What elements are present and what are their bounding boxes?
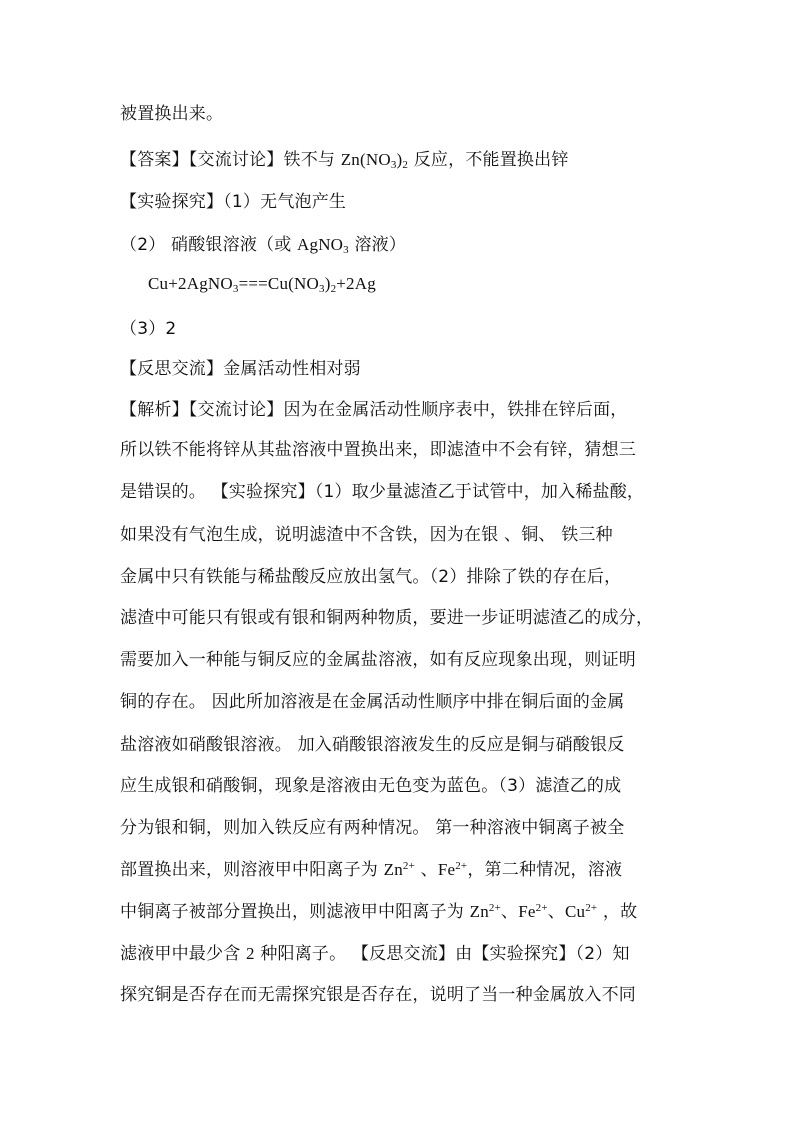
text-line: 铜的存在。 因此所加溶液是在金属活动性顺序中排在铜后面的金属	[120, 692, 625, 712]
ion-line	[120, 859, 690, 881]
text-run: 【答案】【交流讨论】铁不与	[120, 150, 341, 170]
text-line: 滤渣中可能只有银或有银和铜两种物质，要进一步证明滤渣乙的成分，	[120, 608, 654, 628]
text-line: 分为银和铜，则加入铁反应有两种情况。 第一种溶液中铜离子被全	[120, 818, 625, 838]
subscript: 3	[390, 159, 397, 171]
subscript: 3	[232, 283, 239, 295]
formula-run: +2Ag	[336, 274, 376, 293]
equation-line	[148, 273, 718, 295]
text-run: ，第二种情况，溶液	[467, 860, 623, 880]
text-line: 是错误的。 【实验探究】（1）取少量滤渣乙于试管中，加入稀盐酸，	[120, 482, 645, 502]
answer-line	[120, 149, 690, 171]
text-run: 中铜离子被部分置换出，则滤液甲中阳离子为	[120, 902, 470, 922]
subscript: 3	[318, 283, 325, 295]
text-line: 【解析】【交流讨论】因为在金属活动性顺序表中，铁排在锌后面，	[120, 400, 628, 420]
formula-run: ===Cu(NO	[238, 274, 319, 293]
superscript: 2+	[455, 860, 468, 872]
text-run: ，故	[597, 902, 638, 922]
formula-run: 2	[246, 944, 255, 963]
text-line	[120, 234, 690, 256]
subscript: 2	[330, 283, 337, 295]
text-run: 反应，不能置换出锌	[408, 150, 569, 170]
text-run: 部置换出来，则溶液甲中阳离子为	[120, 860, 384, 880]
superscript: 2+	[402, 860, 416, 872]
formula-run: Zn(NO	[340, 150, 391, 169]
formula-run: )	[396, 150, 403, 169]
formula-run: Fe	[437, 860, 456, 879]
formula-run: Cu+2AgNO	[148, 274, 233, 293]
text-line: 应生成银和硝酸铜，现象是溶液由无色变为蓝色。（3）滤渣乙的成	[120, 776, 622, 796]
superscript: 2+	[535, 902, 548, 914]
formula-run: )	[324, 274, 331, 293]
subscript: 2	[402, 159, 409, 171]
text-run: （2） 硝酸银溶液（或	[120, 235, 298, 255]
formula-run: Cu	[564, 902, 586, 921]
text-line: 盐溶液如硝酸银溶液。 加入硝酸银溶液发生的反应是铜与硝酸银反	[120, 735, 625, 755]
formula-run: AgNO	[297, 235, 344, 254]
superscript: 2+	[488, 902, 502, 914]
text-line	[120, 943, 690, 965]
formula-run: Zn	[383, 860, 403, 879]
formula-run: Zn	[469, 902, 489, 921]
text-run: 、	[501, 902, 519, 922]
text-line: 探究铜是否存在而无需探究银是否存在，说明了当一种金属放入不同	[120, 985, 636, 1005]
text-run: 、	[415, 860, 438, 880]
text-line: 被置换出来。	[120, 104, 224, 124]
text-run: 种阳离子。 【反思交流】由【实验探究】（2）知	[254, 944, 630, 964]
text-run: 、	[547, 902, 565, 922]
text-line: 金属中只有铁能与稀盐酸反应放出氢气。（2）排除了铁的存在后，	[120, 567, 622, 587]
text-run: 滤液甲中最少含	[120, 944, 247, 964]
text-line: 如果没有气泡生成，说明滤渣中不含铁，因为在银 、铜、 铁三种	[120, 525, 613, 545]
text-line: 需要加入一种能与铜反应的金属盐溶液，如有反应现象出现，则证明	[120, 650, 636, 670]
subscript: 3	[343, 244, 349, 256]
formula-run: Fe	[518, 902, 536, 921]
text-run: 溶液）	[348, 235, 407, 255]
superscript: 2+	[585, 902, 598, 914]
text-line: 【反思交流】金属活动性相对弱	[120, 359, 361, 379]
text-line: 【实验探究】（1）无气泡产生	[120, 192, 347, 212]
text-line: 所以铁不能将锌从其盐溶液中置换出来，即滤渣中不会有锌，猜想三	[120, 440, 636, 460]
ion-line	[120, 901, 690, 923]
text-line: （3）2	[120, 319, 177, 339]
